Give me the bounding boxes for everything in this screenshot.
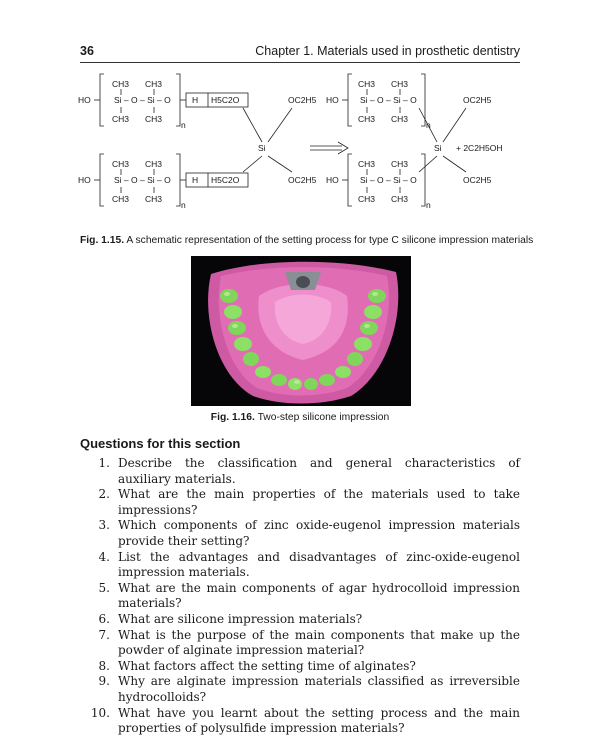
question-text: What are the main components of agar hydrocolloid impression materials? (118, 580, 520, 611)
running-header (80, 44, 520, 64)
n-label: n (181, 120, 186, 130)
ch3-label: CH3 (145, 194, 163, 204)
si-product: Si (434, 143, 442, 153)
question-number: 6. (98, 611, 110, 626)
h5c2o-label: H5C2O (211, 95, 240, 105)
ho-label: HO (326, 175, 339, 185)
n-label: n (426, 200, 431, 210)
ch3-label: CH3 (358, 194, 376, 204)
impression-photo (191, 256, 411, 406)
question-text: What are silicone impression materials? (118, 611, 363, 626)
ch3-label: CH3 (358, 79, 376, 89)
ho-label: HO (78, 175, 91, 185)
question-number: 2. (98, 487, 110, 502)
h5c2o-label: H5C2O (211, 175, 240, 185)
ch3-label: CH3 (145, 114, 163, 124)
question-number: 9. (98, 674, 110, 689)
questions-heading: Questions for this section (80, 436, 241, 451)
chemical-scheme (80, 66, 520, 228)
ho-label: HO (326, 95, 339, 105)
list-item (80, 581, 520, 612)
question-number: 4. (98, 549, 110, 564)
question-number: 1. (98, 456, 110, 470)
oc2h5-label: OC2H5 (288, 95, 317, 105)
figure-1-15-caption (80, 235, 540, 246)
figure-caption-text: Two-step silicone impression (257, 412, 390, 423)
ch3-label: CH3 (391, 79, 409, 89)
oc2h5-label: OC2H5 (463, 95, 492, 105)
question-number: 7. (98, 627, 110, 642)
si-o-chain: Si – O – Si – O (114, 175, 171, 185)
list-item (80, 550, 520, 581)
ch3-label: CH3 (112, 159, 130, 169)
ch3-label: CH3 (391, 194, 409, 204)
n-label: n (181, 200, 186, 210)
questions-list (80, 456, 520, 737)
page-number: 36 (80, 44, 94, 58)
question-text: What factors affect the setting time of alginates? (118, 658, 416, 673)
list-item (80, 628, 520, 659)
si-o-chain: Si – O – Si – O (114, 95, 171, 105)
header-rule (80, 62, 520, 63)
oc2h5-label: OC2H5 (463, 175, 492, 185)
question-text: What is the purpose of the main components that make up the powder of alginate impression material? (118, 627, 520, 658)
figure-label: Fig. 1.16. (210, 412, 255, 423)
ch3-label: CH3 (112, 79, 130, 89)
question-text: Describe the classification and general characteristics of auxiliary materials. (118, 456, 520, 486)
question-text: What have you learnt about the setting process and the main properties of polysulfide impression materials? (118, 705, 520, 736)
ch3-label: CH3 (112, 194, 130, 204)
ch3-label: CH3 (145, 79, 163, 89)
question-number: 8. (98, 658, 110, 673)
figure-label: Fig. 1.15. (80, 235, 125, 246)
question-number: 5. (98, 580, 110, 595)
impression-illustration (191, 256, 411, 406)
question-text: Why are alginate impression materials classified as irreversible hydrocolloids? (118, 674, 520, 704)
question-text: Which components of zinc oxide-eugenol impression materials provide their setting? (118, 518, 520, 548)
ch3-label: CH3 (358, 114, 376, 124)
ch3-label: CH3 (391, 114, 409, 124)
ch3-label: CH3 (112, 114, 130, 124)
oc2h5-label: OC2H5 (288, 175, 317, 185)
list-item (80, 612, 520, 628)
ch3-label: CH3 (358, 159, 376, 169)
si-o-chain: Si – O – Si – O (360, 175, 417, 185)
question-number: 3. (98, 518, 110, 533)
si-center: Si (258, 143, 266, 153)
h-label: H (192, 175, 199, 185)
list-item (80, 674, 520, 705)
question-text: List the advantages and disadvantages of zinc-oxide-eugenol impression materials. (118, 549, 520, 580)
list-item (80, 706, 520, 737)
figure-1-16-caption (80, 412, 520, 423)
question-number: 10. (90, 705, 110, 720)
si-o-chain: Si – O – Si – O (360, 95, 417, 105)
list-item (80, 659, 520, 675)
h-label: H (192, 95, 199, 105)
list-item (80, 456, 520, 487)
list-item (80, 487, 520, 518)
question-text: What are the main properties of the materials used to take impressions? (118, 487, 520, 517)
list-item (80, 518, 520, 549)
figure-caption-text: A schematic representation of the setting process for type C silicone impression materials (126, 235, 534, 246)
ch3-label: CH3 (391, 159, 409, 169)
chapter-title: Chapter 1. Materials used in prosthetic dentistry (255, 44, 520, 58)
ethanol-byproduct: + 2C2H5OH (456, 143, 503, 153)
n-label: n (426, 120, 431, 130)
ch3-label: CH3 (145, 159, 163, 169)
ho-label: HO (78, 95, 91, 105)
